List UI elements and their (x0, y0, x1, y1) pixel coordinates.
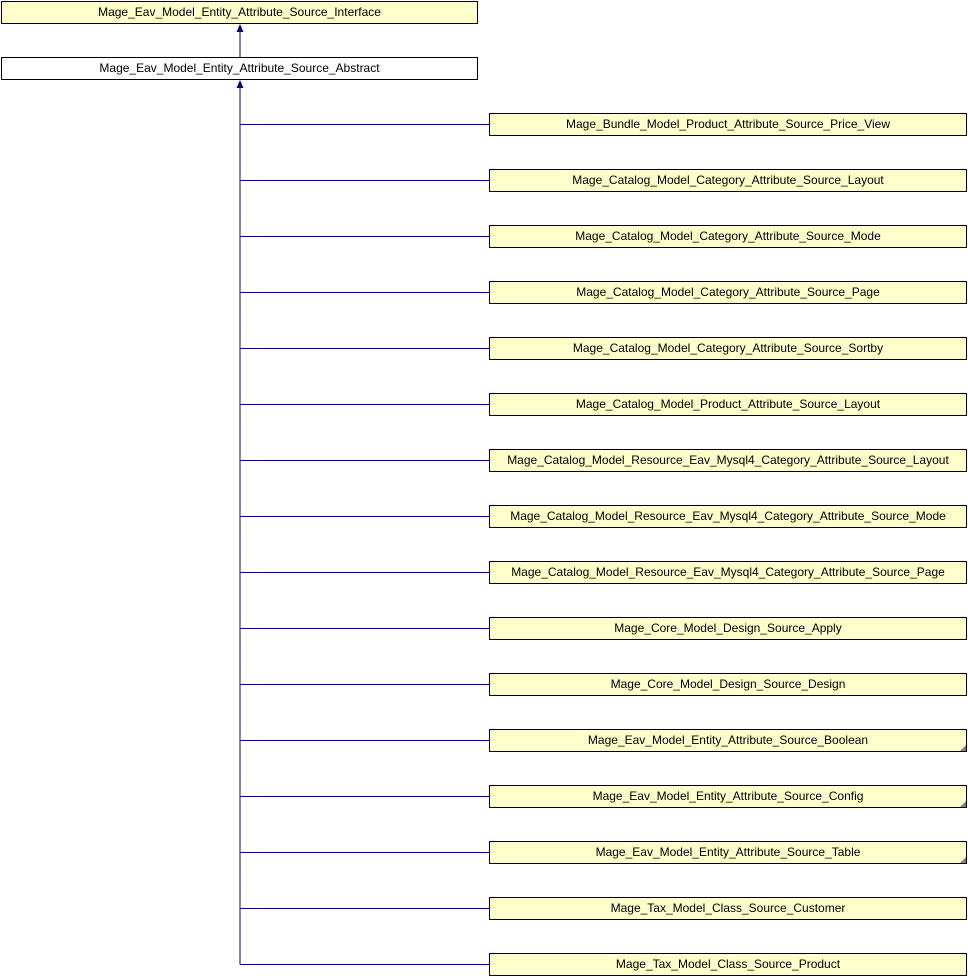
subclass-label: Mage_Catalog_Model_Category_Attribute_Source_Sortby (572, 341, 884, 355)
interface-class-node[interactable] (1, 1, 478, 24)
subclass-node[interactable] (489, 449, 967, 472)
subclass-label: Mage_Catalog_Model_Product_Attribute_Source_Layout (575, 397, 881, 411)
interface-class-label: Mage_Eav_Model_Entity_Attribute_Source_Interface (98, 5, 381, 19)
subclass-node[interactable] (489, 673, 967, 696)
inheritance-arrowhead (237, 80, 244, 88)
subclass-label: Mage_Tax_Model_Class_Source_Product (615, 957, 841, 971)
subclass-node[interactable] (489, 393, 967, 416)
subclass-node[interactable] (489, 617, 967, 640)
subclass-node[interactable] (489, 561, 967, 584)
subclass-label: Mage_Tax_Model_Class_Source_Customer (610, 901, 846, 915)
subclass-label: Mage_Catalog_Model_Resource_Eav_Mysql4_Category_Attribute_Source_Mode (510, 509, 946, 523)
subclass-label: Mage_Eav_Model_Entity_Attribute_Source_Config (592, 789, 864, 803)
subclass-label: Mage_Catalog_Model_Category_Attribute_Source_Page (576, 285, 880, 299)
subclass-label: Mage_Catalog_Model_Category_Attribute_Source_Mode (575, 229, 881, 243)
subclass-node[interactable] (489, 841, 967, 864)
subclass-node[interactable] (489, 113, 967, 136)
truncated-marker-icon (960, 801, 966, 807)
subclass-node[interactable] (489, 953, 967, 976)
subclass-label: Mage_Core_Model_Design_Source_Design (610, 677, 846, 691)
subclass-label: Mage_Catalog_Model_Resource_Eav_Mysql4_Category_Attribute_Source_Layout (507, 453, 949, 467)
implementation-arrowhead (237, 24, 244, 32)
abstract-class-node[interactable] (1, 57, 478, 80)
subclass-label: Mage_Catalog_Model_Resource_Eav_Mysql4_Category_Attribute_Source_Page (511, 565, 945, 579)
subclass-node[interactable] (489, 337, 967, 360)
subclass-node[interactable] (489, 897, 967, 920)
subclass-node[interactable] (489, 225, 967, 248)
subclass-label: Mage_Bundle_Model_Product_Attribute_Source_Price_View (566, 117, 890, 131)
subclass-label: Mage_Catalog_Model_Category_Attribute_Source_Layout (572, 173, 884, 187)
subclass-label: Mage_Eav_Model_Entity_Attribute_Source_Table (595, 845, 861, 859)
subclass-label: Mage_Core_Model_Design_Source_Apply (614, 621, 842, 635)
subclass-node[interactable] (489, 169, 967, 192)
abstract-class-label: Mage_Eav_Model_Entity_Attribute_Source_Abstract (99, 61, 380, 75)
truncated-marker-icon (960, 857, 966, 863)
subclass-node[interactable] (489, 729, 967, 752)
subclass-node[interactable] (489, 505, 967, 528)
truncated-marker-icon (960, 745, 966, 751)
subclass-node[interactable] (489, 785, 967, 808)
subclass-label: Mage_Eav_Model_Entity_Attribute_Source_Boolean (587, 733, 869, 747)
subclass-node[interactable] (489, 281, 967, 304)
